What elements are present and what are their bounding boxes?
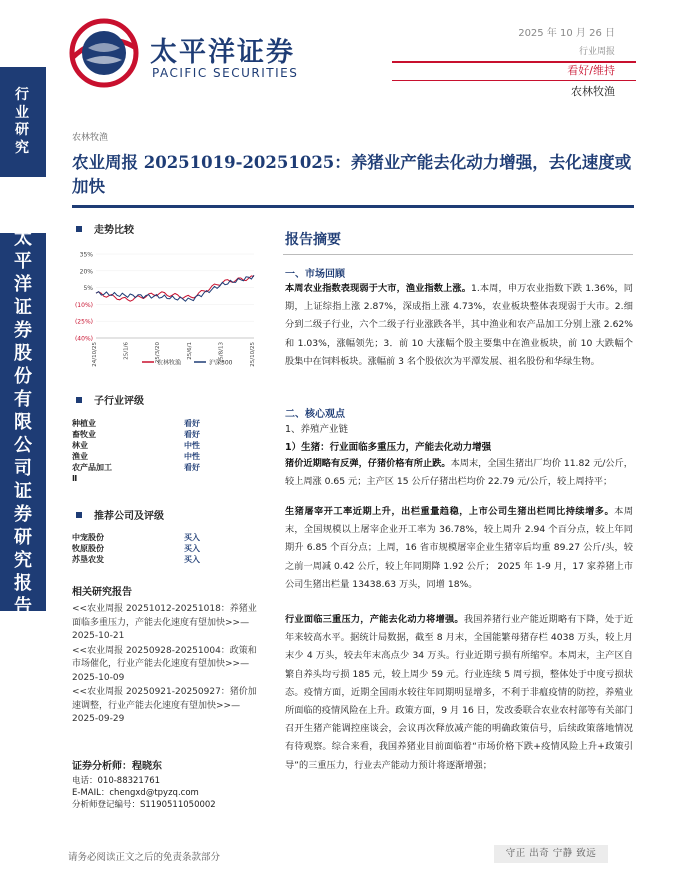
trend-chart (70, 246, 268, 372)
sub-rating-value: 看好 (184, 419, 200, 428)
sub-rating-row (72, 451, 262, 462)
chart-y-tick: 35% (79, 251, 93, 259)
slaughter-paragraph (285, 503, 633, 594)
pig-heading: 1）生猪：行业面临多重压力，产能去化动力增强 (285, 442, 492, 453)
pig-price-lead: 猪价近期略有反弹，仔猪价格有所止跌。 (285, 458, 451, 469)
trend-heading-marker (76, 226, 82, 232)
trend-heading (76, 221, 134, 236)
sub-rating-value: 中性 (184, 452, 200, 461)
recommend-company: 牧原股份 (72, 544, 104, 553)
company-logo (66, 18, 299, 88)
chart-legend-label: 沪深300 (209, 359, 233, 367)
title-divider (72, 205, 634, 208)
section-core-views: 二、核心观点 (285, 409, 345, 420)
sidebar-top-label (0, 67, 46, 177)
market-review-paragraph (285, 280, 633, 371)
recommend-heading-text: 推荐公司及评级 (94, 511, 164, 522)
analyst-cert: 分析师登记编号：S1190511050002 (72, 800, 216, 810)
recommend-rating: 买入 (184, 555, 200, 564)
recommend-rating: 买入 (184, 544, 200, 553)
chart-y-tick: (10%) (74, 301, 93, 309)
sub-rating-row (72, 418, 262, 429)
analyst-block (72, 757, 272, 811)
trend-heading-text: 走势比较 (94, 225, 134, 236)
trend-chart-svg (70, 246, 268, 372)
report-type: 行业周报 (578, 47, 615, 57)
sidebar-bottom-label (0, 227, 46, 617)
capacity-paragraph (285, 611, 633, 775)
chart-x-tick: 25/1/6 (123, 342, 130, 360)
footer-disclaimer: 请务必阅读正文之后的免责条款部分 (68, 852, 221, 863)
header-divider (392, 80, 636, 81)
chart-x-tick: 25/6/1 (186, 342, 193, 360)
subsection-breeding: 1、养殖产业链 (285, 424, 349, 435)
related-heading: 相关研究报告 (72, 587, 132, 598)
analyst-phone: 电话：010-88321761 (72, 776, 161, 786)
analyst-name: 证券分析师：程晓东 (72, 761, 162, 772)
logo-name-cn: 太平洋证券 (150, 37, 295, 68)
chart-series-line (96, 275, 254, 301)
recommend-marker (76, 512, 82, 518)
sidebar-top-text: 行业研究 (15, 87, 31, 156)
sub-rating-row (72, 440, 262, 451)
chart-y-tick: 20% (79, 268, 93, 276)
chart-y-tick: (40%) (74, 335, 93, 343)
sub-rating-value: 中性 (184, 441, 200, 450)
recommend-row (72, 532, 262, 543)
breadcrumb: 农林牧渔 (72, 133, 109, 143)
rating-badge: 看好/维持 (567, 64, 615, 77)
chart-x-tick: 24/10/25 (92, 342, 98, 367)
section-market-review: 一、市场回顾 (285, 269, 345, 280)
chart-legend-label: 农林牧渔 (157, 359, 182, 367)
industry-label: 农林牧渔 (571, 85, 615, 98)
summary-divider (283, 254, 633, 255)
sub-rating-table (72, 418, 262, 484)
chart-y-tick: (25%) (74, 318, 93, 326)
related-report-link[interactable]: <<农业周报 20251012-20251018：养猪业面临多重压力，产能去化速度有望加快>>—2025-10-21 (72, 604, 257, 641)
market-review-text: 1.本周，申万农业指数下跌 1.36%，同期，上证综指上涨 2.87%，深成指上涨 4.73%，农业板块整体表现弱于大市。2.细分到二级子行业，六个二级子行业涨跌各半，其中渔业和农产品加工分别上涨 2.62%和 1.03%，涨幅领先；3．前 10 大涨幅个股主要集中在渔业板块，前 10 大跌幅个股集中在饲料板块。涨幅前 3 名个股依次为平潭发展、祖名股份和华绿生物。 (285, 283, 633, 367)
recommend-company: 中宠股份 (72, 533, 104, 542)
recommend-rating: 买入 (184, 533, 200, 542)
pig-price-text: 本周末，全国生猪出厂均价 11.82 元/公斤，较上周涨 0.65 元；主产区 15 公斤仔猪出栏均价 22.79 元/公斤，较上周持平； (285, 458, 633, 488)
sub-rating-value: 看好 (184, 430, 200, 439)
chart-x-tick: 25/3/20 (155, 342, 162, 364)
sub-rating-marker (76, 397, 82, 403)
market-review-lead: 本周农业指数表现弱于大市，渔业指数上涨。 (285, 283, 471, 294)
recommend-table (72, 532, 262, 565)
recommend-row (72, 543, 262, 554)
recommend-heading (76, 507, 164, 522)
pig-price-paragraph (285, 455, 633, 491)
sub-rating-row (72, 429, 262, 440)
slaughter-text: 本周末，全国规模以上屠宰企业开工率为 36.78%，较上周升 2.94 个百分点，较上年同期升 6.85 个百分点；上周，16 省市规模屠宰企业生猪宰后均重 89.27 公斤/头，较之前一周减 0.42 公斤，较上年同期降 1.92 公斤； 2025 年 1-9 月，17 家养猪上市公司生猪出栏量 13438.63 万头，同增 18%。 (285, 506, 634, 590)
sub-rating-name: 畜牧业 (72, 430, 96, 439)
page-title: 农业周报 20251019-20251025：养猪业产能去化动力增强，去化速度或加快 (72, 153, 632, 196)
sub-rating-name: 农产品加工 (72, 463, 112, 472)
sub-rating-value: 看好 (184, 463, 200, 472)
footer-motto: 守正 出奇 宁静 致远 (494, 845, 608, 863)
logo-name-en: PACIFIC SECURITIES (152, 66, 299, 80)
sub-rating-name: 渔业 (72, 452, 88, 461)
recommend-row (72, 554, 262, 565)
sub-rating-name: 林业 (72, 441, 88, 450)
capacity-text: 我国养猪行业产能近期略有下降，处于近年来较高水平。据统计局数据，截至 8 月末，全国能繁母猪存栏 4038 万头，较上月末少 4 万头，较去年末高点少 34 万头。行业近期亏损有所缩窄。本周末，主产区自繁自养头均亏损 185 元，较上周少 59 元。行业连续 5 周亏损，整体处于中度亏损状态。疫情方面，近期全国雨水较往年同期明显增多，不利于非瘟疫情的防控，养殖业所面临的疫情风险在上升。政策方面，9 月 16 日，发改委联合农业农村部等有关部门召开生猪产能调控座谈会，会议再次释放减产能的明确政策信号，后续政策落地情况有待观察。综合来看，我国养猪业目前面临着“市场价格下跌+疫情风险上升+政策引导”的三重压力，行业去产能动力预计将逐渐增强； (285, 614, 634, 771)
related-list (72, 603, 264, 727)
chart-y-tick: 5% (83, 285, 93, 293)
sub-rating-name: Ⅱ (72, 474, 78, 483)
analyst-email[interactable]: E-MAIL：chengxd@tpyzq.com (72, 788, 199, 798)
logo-emblem-icon (66, 18, 142, 88)
chart-x-tick: 25/10/25 (250, 342, 256, 367)
sub-rating-row (72, 462, 262, 473)
chart-x-tick: 25/8/13 (218, 342, 225, 364)
sub-rating-heading (76, 392, 144, 407)
sub-rating-name: 种植业 (72, 419, 96, 428)
report-date: 2025 年 10 月 26 日 (518, 28, 615, 39)
sub-rating-heading-text: 子行业评级 (94, 396, 144, 407)
slaughter-lead: 生猪屠宰开工率近期上升，出栏重量趋稳，上市公司生猪出栏同比持续增多。 (285, 506, 615, 517)
related-report-link[interactable]: <<农业周报 20250921-20250927：猪价加速调整，行业产能去化速度有望加快>>—2025-09-29 (72, 687, 257, 724)
sub-rating-row (72, 473, 262, 484)
recommend-company: 苏垦农发 (72, 555, 104, 564)
related-report-link[interactable]: <<农业周报 20250928-20251004：政策和市场催化，行业产能去化速度有望加快>>—2025-10-09 (72, 645, 257, 683)
sidebar-bottom-text: 太平洋证券股份有限公司证券研究报告 (14, 227, 32, 617)
summary-heading: 报告摘要 (285, 232, 341, 248)
capacity-lead: 行业面临三重压力，产能去化动力将增强。 (285, 614, 464, 625)
